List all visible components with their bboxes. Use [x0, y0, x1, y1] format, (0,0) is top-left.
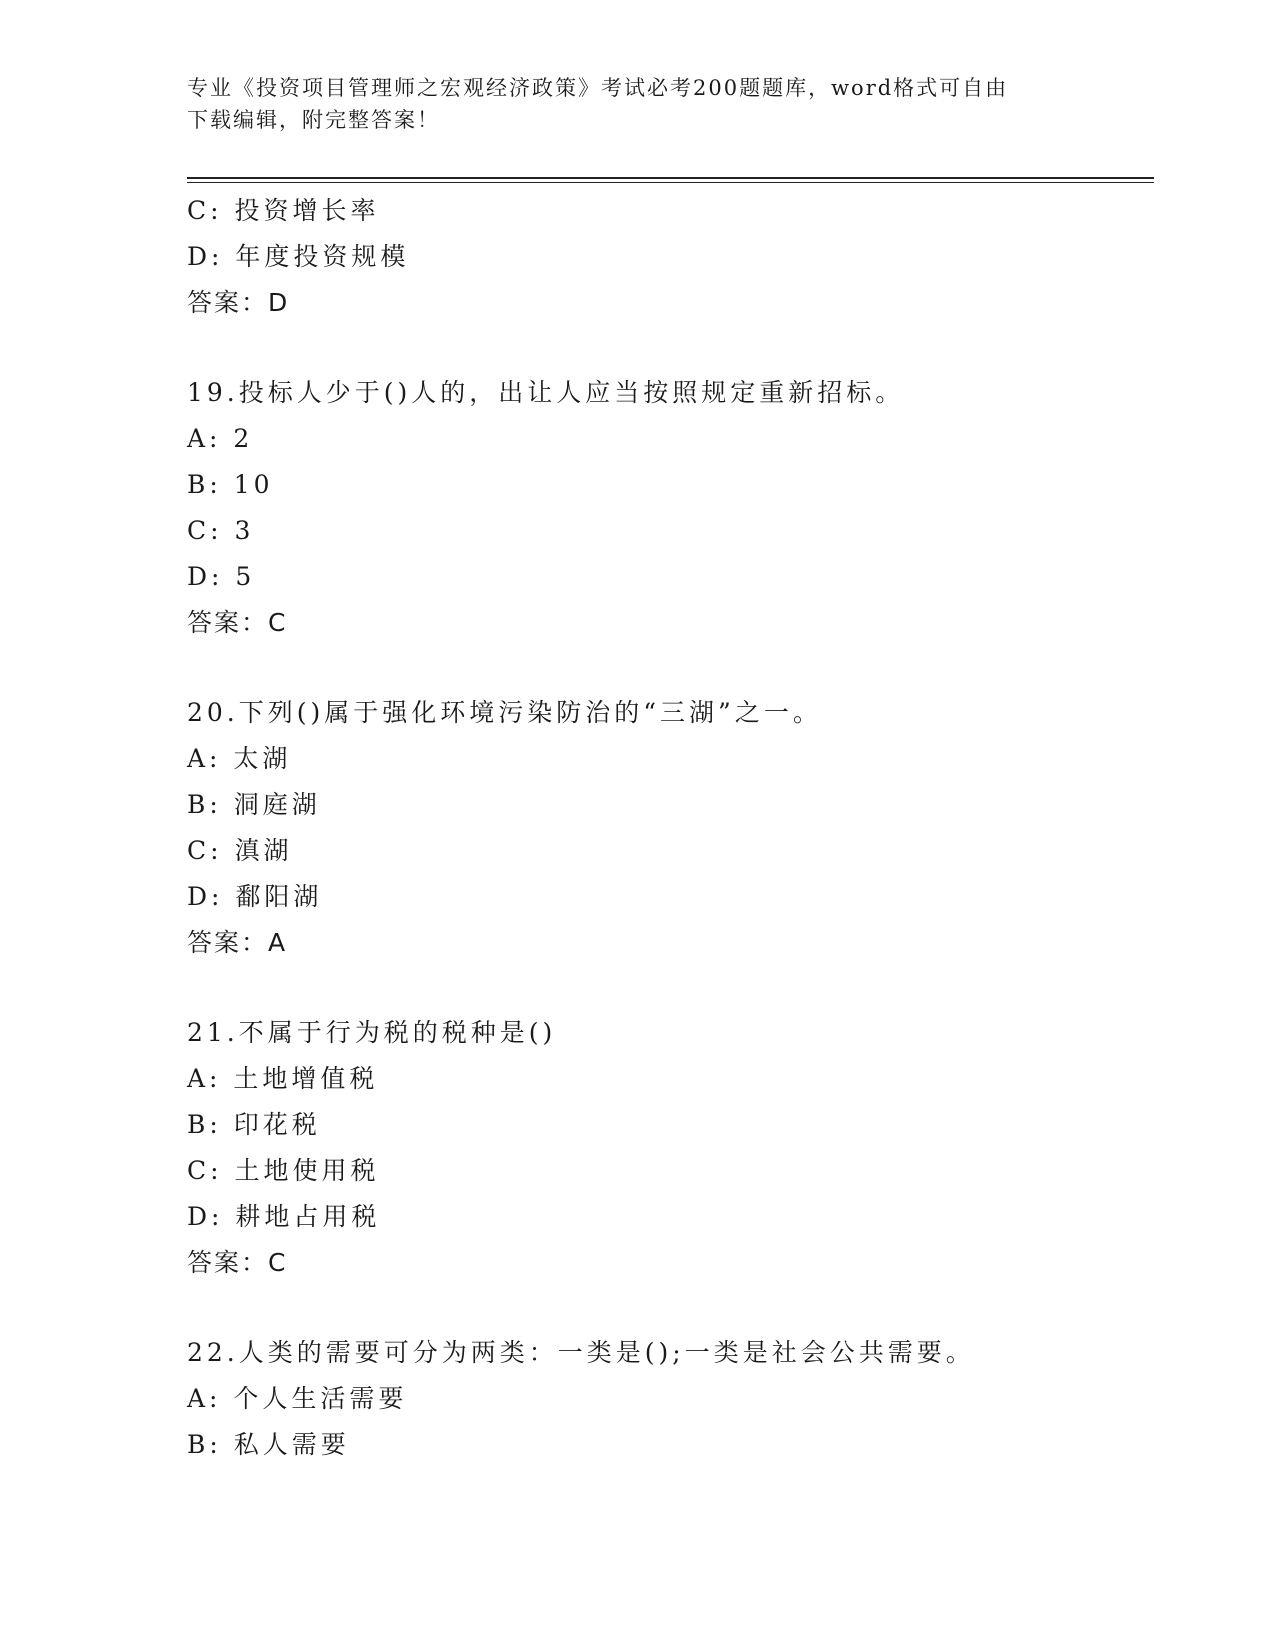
- option-c: C: 土地使用税: [187, 1156, 380, 1185]
- option-a: A: 2: [187, 424, 254, 453]
- question-20: [187, 690, 1147, 966]
- question-18-tail: [187, 188, 1147, 326]
- answer-line: 答案：C: [187, 608, 288, 637]
- option-b: B: 印花税: [187, 1110, 321, 1139]
- question-22: [187, 1330, 1147, 1468]
- question-stem: 19.投标人少于()人的，出让人应当按照规定重新招标。: [187, 378, 905, 407]
- option-c: C: 3: [187, 516, 255, 545]
- option-a: A: 个人生活需要: [187, 1384, 408, 1413]
- option-d: D: 鄱阳湖: [187, 882, 323, 911]
- spacer: [187, 966, 1147, 1010]
- question-list: [187, 188, 1147, 1468]
- question-stem: 21.不属于行为税的税种是(): [187, 1018, 557, 1047]
- spacer: [187, 1286, 1147, 1330]
- answer-line: 答案：C: [187, 1248, 288, 1277]
- question-19: [187, 370, 1147, 646]
- answer-line: 答案：A: [187, 928, 288, 957]
- option-a: A: 土地增值税: [187, 1064, 379, 1093]
- option-d: D: 5: [187, 562, 256, 591]
- option-b: B: 私人需要: [187, 1430, 350, 1459]
- option-b: B: 10: [187, 470, 274, 499]
- header-line-1: 专业《投资项目管理师之宏观经济政策》考试必考200题题库，word格式可自由: [187, 76, 1009, 100]
- header-line-2: 下载编辑，附完整答案！: [187, 108, 440, 132]
- header-rule-thick: [187, 177, 1154, 179]
- question-21: [187, 1010, 1147, 1286]
- answer-line: 答案：D: [187, 288, 290, 317]
- document-header: [187, 72, 1067, 136]
- question-stem: 20.下列()属于强化环境污染防治的“三湖”之一。: [187, 698, 822, 727]
- option-a: A: 太湖: [187, 744, 292, 773]
- spacer: [187, 326, 1147, 370]
- option-c: C: 滇湖: [187, 836, 293, 865]
- option-d: D: 耕地占用税: [187, 1202, 381, 1231]
- option-c: C: 投资增长率: [187, 196, 380, 225]
- header-rule-thin: [187, 182, 1154, 183]
- option-b: B: 洞庭湖: [187, 790, 321, 819]
- option-d: D: 年度投资规模: [187, 242, 410, 271]
- spacer: [187, 646, 1147, 690]
- question-stem: 22.人类的需要可分为两类：一类是();一类是社会公共需要。: [187, 1338, 975, 1367]
